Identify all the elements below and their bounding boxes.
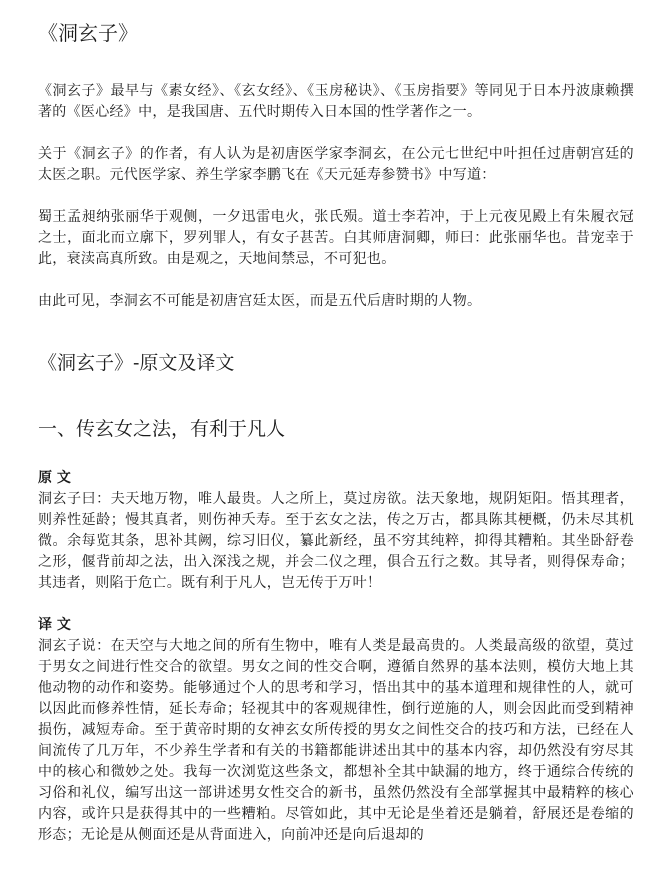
- page-title: 《洞玄子》: [38, 21, 138, 45]
- translation-label: 译 文: [38, 617, 71, 633]
- quote-paragraph: 蜀王孟昶纳张丽华于观侧，一夕迅雷电火，张氏殒。道士李若冲，于上元夜见殿上有朱履衣冠之士，面北而立廓下，罗列罪人，有女子甚苦。白其师唐洞卿，师曰：此张丽华也。昔宠幸于此，衰渎高真所致。由是观之，天地间禁忌，不可犯也。: [38, 209, 634, 267]
- intro-paragraph-1: 《洞玄子》最早与《素女经》、《玄女经》、《玉房秘诀》、《玉房指要》等同见于日本丹波康赖撰著的《医心经》中，是我国唐、五代时期传入日本国的性学著作之一。: [38, 83, 634, 120]
- chapter-title: 一、传玄女之法，有利于凡人: [38, 418, 286, 440]
- translation-text: 洞玄子说：在天空与大地之间的所有生物中，唯有人类是最高贵的。人类最高级的欲望，莫过于男女之间进行性交合的欲望。男女之间的性交合啊，遵循自然界的基本法则，模仿大地上其他动物的动作和姿势。能够通过个人的思考和学习，悟出其中的基本道理和规律性的人，就可以因此而修养性情，延长寿命；轻视其中的客观规律性，倒行逆施的人，则会因此而受到精神损伤，减短寿命。至于黄帝时期的女神玄女所传授的男女之间性交合的技巧和方法，已经在人间流传了几万年，不少养生学者和有关的书籍都能讲述出其中的基本内容，却仍然没有穷尽其中的核心和微妙之处。我每一次浏览这些条文，都想补全其中缺漏的地方，终于通综合传统的习俗和礼仪，编写出这一部讲述男女性交合的新书，虽然仍然没有全部掌握其中最精粹的核心内容，或许只是获得其中的一些糟粕。尽管如此，其中无论是坐着还是躺着，舒展还是卷缩的形态；无论是从侧面还是从背面进入，向前冲还是向后退却的: [38, 638, 634, 843]
- intro-paragraph-2: 关于《洞玄子》的作者，有人认为是初唐医学家李洞玄，在公元七世纪中叶担任过唐朝宫廷的太医之职。元代医学家、养生学家李鹏飞在《天元延寿参赞书》中写道：: [38, 146, 634, 183]
- section-title: 《洞玄子》-原文及译文: [38, 352, 235, 374]
- original-text-label: 原 文: [38, 470, 71, 486]
- conclusion-paragraph: 由此可见，李洞玄不可能是初唐宫廷太医，而是五代后唐时期的人物。: [38, 293, 482, 309]
- original-text: 洞玄子曰：夫天地万物，唯人最贵。人之所上，莫过房欲。法天象地，规阴矩阳。悟其理者，则养性延龄；慢其真者，则伤神夭寿。至于玄女之法，传之万古，都具陈其梗概，仍未尽其机微。余每览其条，思补其阙，综习旧仪，纂此新经，虽不穷其纯粹，抑得其糟粕。其坐卧舒卷之形，偃背前却之法，出入深浅之规，并会二仪之理，俱合五行之数。其导者，则得保寿命；其违者，则陷于危亡。既有利于凡人，岂无传于万叶！: [38, 491, 634, 591]
